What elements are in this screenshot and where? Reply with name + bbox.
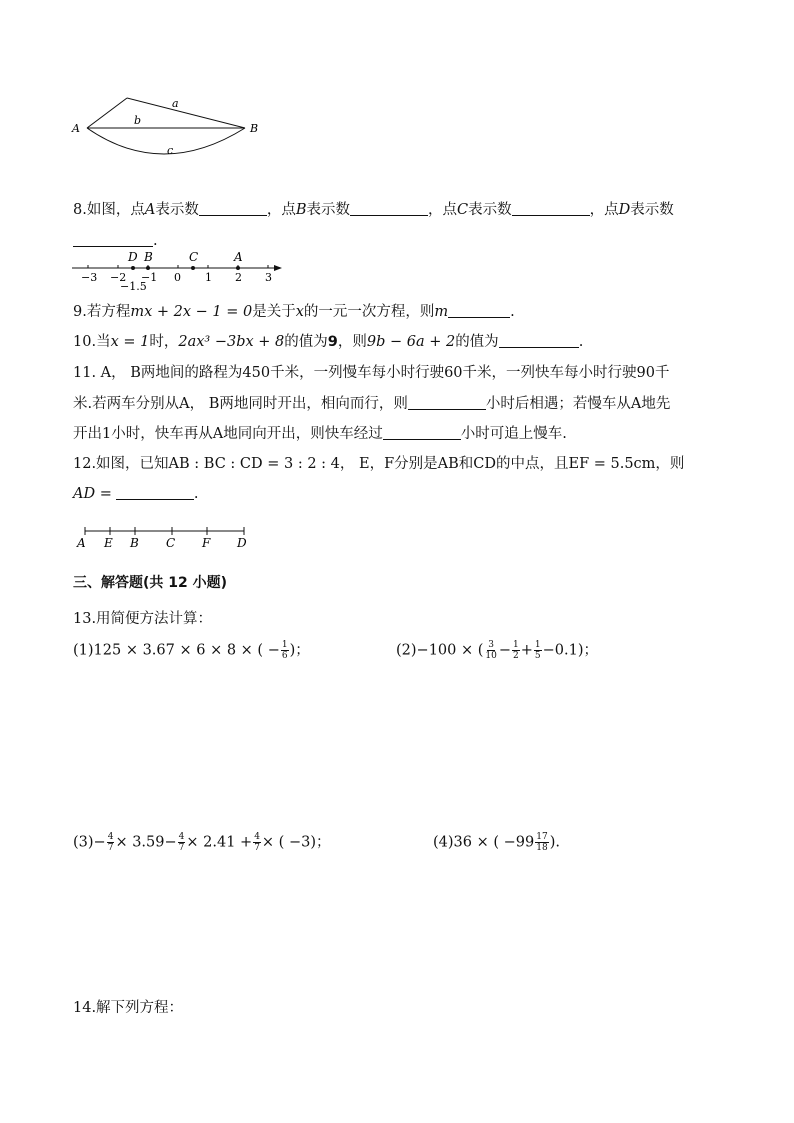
answer-blank-q11a[interactable] bbox=[408, 395, 486, 410]
question-12-line1: 12.如图，已知AB : BC : CD = 3 : 2 : 4， E，F分别是AB和CD的中点，且EF = 5.5cm，则 bbox=[73, 456, 685, 472]
nl-point-D: D bbox=[128, 250, 138, 264]
seg-label-D: D bbox=[237, 536, 247, 550]
question-8-line2: . bbox=[73, 231, 158, 251]
answer-blank-A[interactable] bbox=[199, 201, 267, 216]
question-12-line2: AD = . bbox=[73, 486, 199, 502]
point-C-dot bbox=[191, 266, 195, 270]
fraction: $\frac{1}{2}$ bbox=[513, 640, 519, 661]
nl-label-neg1: −1 bbox=[141, 271, 158, 284]
q13-part3: (3)− $\frac{4}{7}$ × 3.59− $\frac{4}{7}$ × 2.41 + $\frac{4}{7}$ × ( −3)； bbox=[73, 832, 331, 853]
answer-blank-B[interactable] bbox=[350, 201, 428, 216]
seg-label-B: B bbox=[130, 536, 139, 550]
fraction: $\frac{1}{5}$ bbox=[534, 640, 541, 661]
fraction: $\frac{4}{7}$ bbox=[254, 832, 260, 853]
question-11-line3: 开出1小时，快车再从A地同向开出，则快车经过 小时可追上慢车. bbox=[73, 426, 567, 442]
seg-label-E: E bbox=[104, 536, 113, 550]
nl-label-0: 0 bbox=[174, 271, 181, 284]
answer-blank-q11b[interactable] bbox=[383, 425, 461, 440]
nl-point-C: C bbox=[189, 250, 199, 264]
q13-part4: (4)36 × ( −99 $\frac{17}{18}$ ). bbox=[433, 832, 560, 853]
number-line bbox=[68, 246, 288, 292]
nl-label-neg3: −3 bbox=[81, 271, 98, 284]
point-A-dot bbox=[236, 266, 240, 270]
segment-a2 bbox=[127, 98, 245, 128]
segment-figure bbox=[72, 522, 262, 552]
question-8: 8.如图，点A表示数 ，点B表示数 ，点C表示数 ，点D表示数 bbox=[73, 202, 674, 218]
question-14-title: 14.解下列方程： bbox=[73, 1000, 184, 1016]
answer-blank-q10[interactable] bbox=[499, 333, 579, 348]
question-9: 9.若方程mx + 2x − 1 = 0是关于x的一元一次方程，则m . bbox=[73, 304, 515, 320]
seg-label-F: F bbox=[202, 536, 211, 550]
nl-label-neg1.5: −1.5 bbox=[120, 280, 147, 292]
seg-label-C: C bbox=[166, 536, 176, 550]
q13-part2: (2)−100 × ( $\frac{3}{10}$ − $\frac{1}{2}$ + $\frac{1}{5}$ −0.1)； bbox=[396, 640, 598, 661]
point-B: B bbox=[250, 122, 259, 135]
label-b: b bbox=[134, 114, 142, 127]
fraction: $\frac{4}{7}$ bbox=[178, 832, 185, 853]
fraction: $\frac{4}{7}$ bbox=[107, 832, 114, 853]
nl-point-A: A bbox=[234, 250, 243, 264]
nl-label-1: 1 bbox=[205, 271, 212, 284]
q13-part1: (1)125 × 3.67 × 6 × 8 × ( − $\frac{1}{6}$ )； bbox=[73, 640, 310, 661]
fraction: $\frac{17}{18}$ bbox=[536, 832, 548, 853]
answer-blank-D[interactable] bbox=[73, 232, 153, 247]
nl-label-neg2: −2 bbox=[110, 271, 127, 284]
question-13-title: 13.用简便方法计算： bbox=[73, 611, 213, 627]
arc-c bbox=[87, 128, 245, 154]
point-D-dot bbox=[131, 266, 135, 270]
segment-a bbox=[87, 98, 127, 128]
label-a: a bbox=[172, 97, 179, 110]
label-c: c bbox=[167, 144, 174, 157]
point-B-dot bbox=[146, 266, 150, 270]
question-11-line1: 11. A， B两地间的路程为450千米，一列慢车每小时行驶60千米，一列快车每小时行驶90千 bbox=[73, 365, 670, 381]
answer-blank-C[interactable] bbox=[512, 201, 590, 216]
answer-blank-q12[interactable] bbox=[116, 485, 194, 500]
figure-top bbox=[62, 90, 282, 170]
nl-label-3: 3 bbox=[265, 271, 272, 284]
fraction: $\frac{1}{6}$ bbox=[281, 640, 288, 661]
seg-label-A: A bbox=[77, 536, 86, 550]
section-title: 三、解答题(共 12 小题) bbox=[73, 575, 228, 591]
question-10: 10.当x = 1时，2ax³ −3bx + 8的值为9，则9b − 6a + 2的值为 . bbox=[73, 334, 584, 350]
fraction: $\frac{3}{10}$ bbox=[485, 640, 497, 661]
answer-blank-q9[interactable] bbox=[448, 303, 510, 318]
nl-label-2: 2 bbox=[235, 271, 242, 284]
nl-point-B: B bbox=[144, 250, 153, 264]
question-11-line2: 米.若两车分别从A， B两地同时开出，相向而行，则 小时后相遇；若慢车从A地先 bbox=[73, 396, 671, 412]
point-A: A bbox=[72, 122, 80, 135]
